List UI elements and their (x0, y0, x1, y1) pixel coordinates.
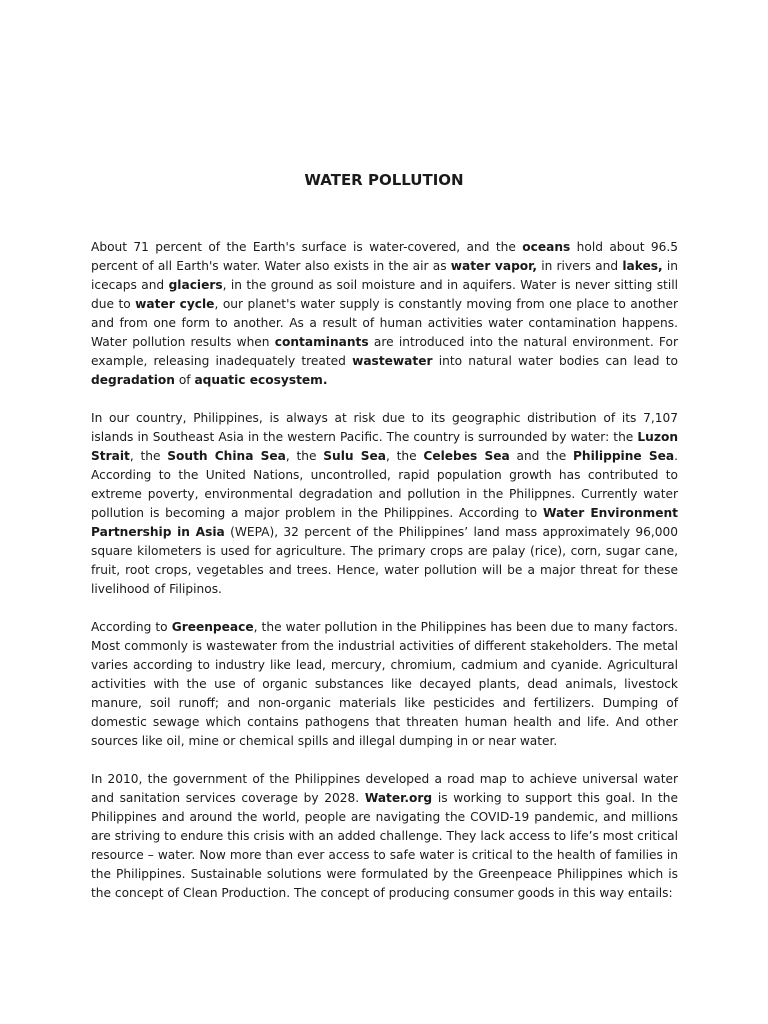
text-run: In our country, Philippines, is always at risk due to its geographic distribution of its 7,107 islands in Southeast Asia in the western Pacific. The country is surrounded by water: the (91, 411, 678, 444)
bold-term: water vapor, (450, 259, 538, 273)
bold-term: Sulu Sea (323, 449, 386, 463)
bold-term: degradation (91, 373, 175, 387)
text-run: , the (385, 449, 424, 463)
document-title: WATER POLLUTION (304, 171, 464, 189)
paragraph-roadmap (91, 770, 678, 903)
paragraph-intro (91, 238, 678, 390)
bold-term: Philippine Sea (572, 449, 675, 463)
text-run: , the (285, 449, 324, 463)
text-run: into natural water bodies can lead to (432, 354, 678, 368)
bold-term: Celebes Sea (423, 449, 510, 463)
text-run: of (174, 373, 195, 387)
text-run: in icecaps and (91, 259, 678, 292)
bold-term: Luzon Strait (91, 430, 678, 463)
text-run: In 2010, the government of the Philippines developed a road map to achieve universal water and sanitation services coverage by 2028. (91, 772, 678, 805)
bold-term: contaminants (274, 335, 369, 349)
text-run: , the (129, 449, 168, 463)
text-run: hold about 96.5 percent of all Earth's water. Water also exists in the air as (91, 240, 678, 273)
text-run: , the water pollution in the Philippines has been due to many factors. Most commonly is wastewater from the industrial activities of different stakeholders. The metal varies according to industry like lead, mercury, chromium, cadmium and cyanide. Agricultural activities with the use of organic substances like decayed plants, dead animals, livestock manure, soil runoff; and non-organic materials like pesticides and fertilizers. Dumping of domestic sewage which contains pathogens that threaten human health and life. And other sources like oil, mine or chemical spills and illegal dumping in or near water. (91, 620, 679, 748)
bold-term: wastewater (352, 354, 433, 368)
text-run: About 71 percent of the Earth's surface is water-covered, and the (91, 240, 523, 254)
text-run: According to (91, 620, 172, 634)
paragraph-greenpeace (91, 618, 678, 751)
bold-term: Water Environment Partnership in Asia (91, 506, 678, 539)
bold-term: Water.org (364, 791, 433, 805)
bold-term: South China Sea (167, 449, 286, 463)
text-run: in rivers and (537, 259, 623, 273)
paragraph-philippines (91, 409, 678, 599)
text-run: and the (509, 449, 573, 463)
text-run: (WEPA), 32 percent of the Philippines’ land mass approximately 96,000 square kilometers is used for agriculture. The primary crops are palay (rice), corn, sugar cane, fruit, root crops, vegetables and trees. Hence, water pollution will be a major threat for these livelihood of Filipinos. (91, 525, 678, 596)
bold-term: Greenpeace (171, 620, 254, 634)
text-run: is working to support this goal. In the Philippines and around the world, people are navigating the COVID-19 pandemic, and millions are striving to endure this crisis with an added challenge. They lack access to life’s most critical resource – water. Now more than ever access to safe water is critical to the health of families in the Philippines. Sustainable solutions were formulated by the Greenpeace Philippines which is the concept of Clean Production. The concept of producing consumer goods in this way entails: (91, 791, 679, 900)
bold-term: lakes, (622, 259, 663, 273)
text-run: , in the ground as soil moisture and in aquifers. Water is never sitting still due to (91, 278, 678, 311)
bold-term: water cycle (135, 297, 215, 311)
bold-term: glaciers (168, 278, 223, 292)
document-body (91, 238, 678, 922)
bold-term: aquatic ecosystem. (194, 373, 328, 387)
bold-term: oceans (522, 240, 571, 254)
text-run: , our planet's water supply is constantly moving from one place to another and from one form to another. As a result of human activities water contamination happens. Water pollution results when (91, 297, 678, 349)
text-run: . According to the United Nations, uncontrolled, rapid population growth has contributed to extreme poverty, environmental degradation and pollution in the Philippnes. Currently water pollution is becoming a major problem in the Philippines. According to (91, 449, 678, 520)
text-run: are introduced into the natural environment. For example, releasing inadequately treated (91, 335, 678, 368)
